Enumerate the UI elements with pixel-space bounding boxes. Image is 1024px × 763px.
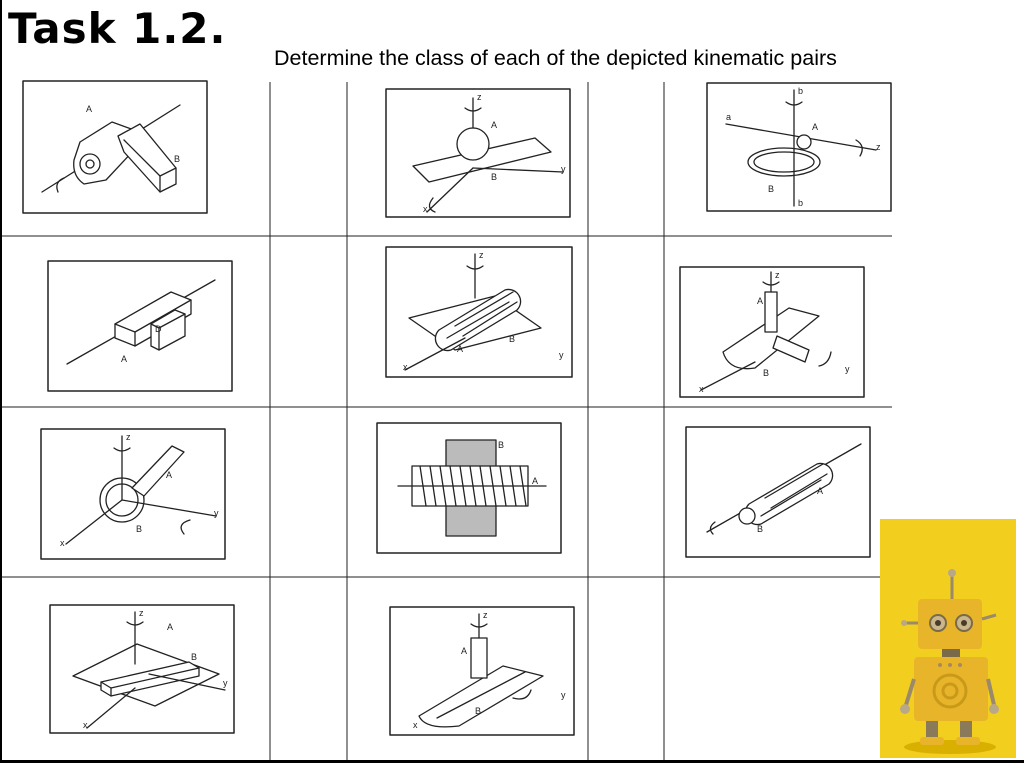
figure-kinematic-pair-1	[22, 80, 208, 214]
label-b: B	[174, 154, 181, 164]
label-a: A	[86, 104, 93, 114]
label-b: B	[763, 368, 770, 378]
label-a: A	[167, 622, 174, 632]
label-b: B	[509, 334, 516, 344]
label-z: z	[477, 92, 482, 102]
figure-kinematic-pair-5	[385, 246, 573, 378]
label-z: z	[483, 610, 488, 620]
label-b: B	[475, 706, 482, 716]
label-a: A	[166, 470, 173, 480]
label-y: y	[214, 508, 219, 518]
label-b: B	[491, 172, 498, 182]
label-a: A	[817, 486, 824, 496]
label-y: y	[559, 350, 564, 360]
label-z: z	[139, 608, 144, 618]
label-a: A	[757, 296, 764, 306]
figure-kinematic-pair-9	[685, 426, 871, 558]
figure-kinematic-pair-11	[389, 606, 575, 736]
label-y: y	[845, 364, 850, 374]
label-x: x	[699, 384, 704, 394]
label-b: B	[498, 440, 505, 450]
label-b: B	[136, 524, 143, 534]
label-y: y	[561, 164, 566, 174]
label-b: B	[757, 524, 764, 534]
label-y: y	[561, 690, 566, 700]
figure-kinematic-pair-2	[385, 88, 571, 218]
label-a: A	[121, 354, 128, 364]
label-x: x	[423, 204, 428, 214]
figure-kinematic-pair-4	[47, 260, 233, 392]
figure-kinematic-pair-6	[679, 266, 865, 398]
figure-kinematic-pair-3	[706, 82, 892, 212]
label-z: z	[126, 432, 131, 442]
label-a-axis: a	[726, 112, 732, 122]
robot-photo	[880, 519, 1016, 758]
label-b-axis-bottom: b	[798, 198, 804, 208]
label-z: z	[775, 270, 780, 280]
label-x: x	[60, 538, 65, 548]
figure-kinematic-pair-8	[376, 422, 562, 554]
label-y: y	[223, 678, 228, 688]
task-title: Task 1.2.	[8, 4, 227, 53]
label-z: z	[479, 250, 484, 260]
label-x: x	[83, 720, 88, 730]
task-description: Determine the class of each of the depicted kinematic pairs	[274, 46, 837, 70]
label-a: A	[457, 344, 464, 354]
label-a: A	[532, 476, 539, 486]
label-b: B	[768, 184, 775, 194]
label-x: x	[413, 720, 418, 730]
label-a: A	[812, 122, 819, 132]
label-x: x	[403, 362, 408, 372]
label-a: A	[461, 646, 468, 656]
label-b: B	[191, 652, 198, 662]
label-b-axis: b	[798, 86, 804, 96]
figure-kinematic-pair-10	[49, 604, 235, 734]
label-d: D	[155, 324, 162, 334]
label-z: z	[876, 142, 881, 152]
label-a: A	[491, 120, 498, 130]
figure-kinematic-pair-7	[40, 428, 226, 560]
